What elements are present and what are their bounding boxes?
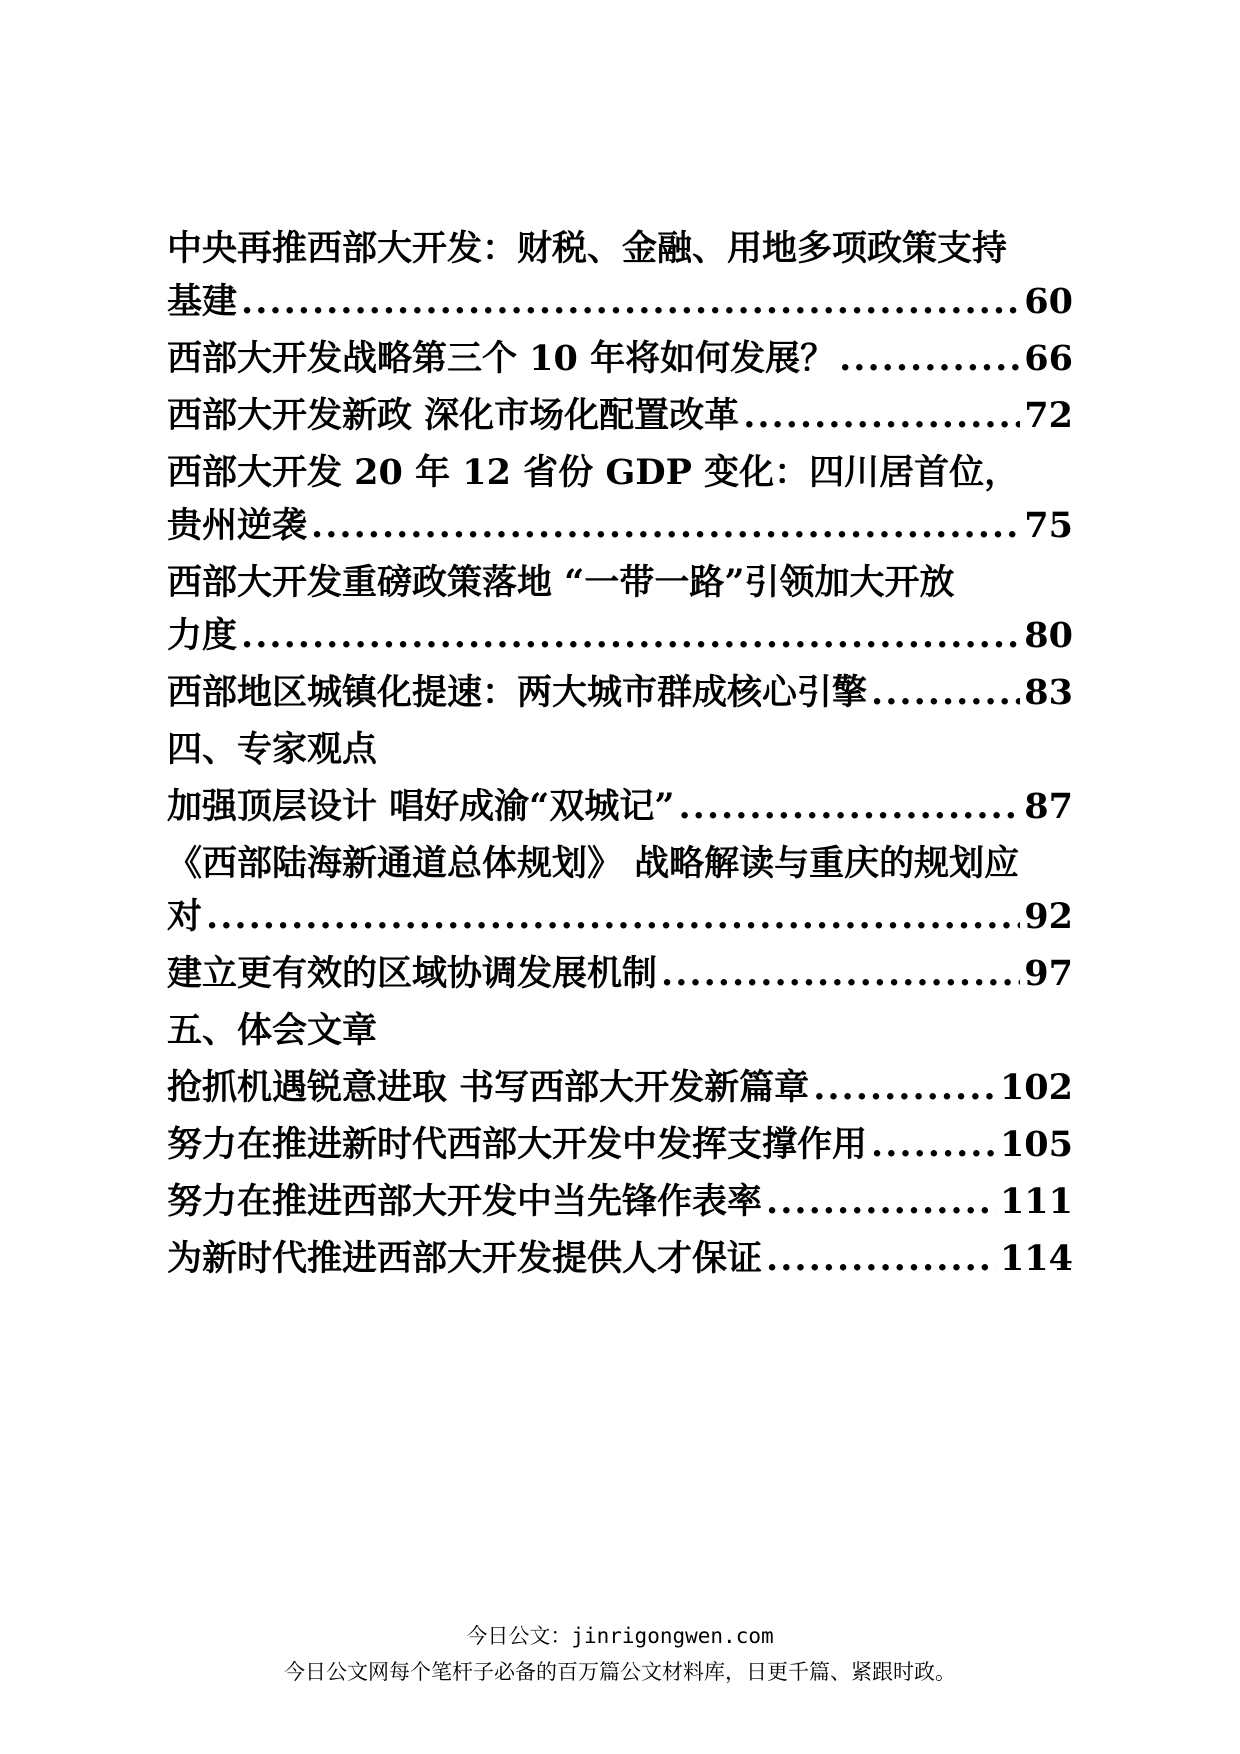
toc-entry-title: 基建: [167, 281, 238, 322]
toc-entry[interactable]: [167, 332, 1073, 385]
toc-entry[interactable]: [167, 780, 1073, 833]
toc-entry-line: [167, 222, 1073, 275]
toc-leader-dots: [241, 275, 1020, 328]
toc-entry[interactable]: [167, 556, 1073, 662]
table-of-contents: [167, 222, 1073, 1289]
toc-leader-dots: [766, 1232, 996, 1285]
toc-leader-dots: [871, 666, 1020, 719]
toc-entry-title: 西部大开发战略第三个 10 年将如何发展？: [167, 338, 836, 379]
toc-entry-title: 西部大开发重磅政策落地 “一带一路”引领加大开放: [167, 562, 955, 603]
footer-tagline: 今日公文网每个笔杆子必备的百万篇公文材料库，日更千篇、紧跟时政。: [284, 1660, 956, 1684]
toc-leader-dots: [839, 332, 1020, 385]
toc-entry[interactable]: [167, 1175, 1073, 1228]
toc-entry-title: 努力在推进新时代西部大开发中发挥支撑作用: [167, 1124, 868, 1165]
toc-leader-dots: [311, 499, 1020, 552]
toc-entry-title: 力度: [167, 615, 238, 656]
toc-section-heading: 五、体会文章: [167, 1010, 378, 1051]
toc-entry-title: 为新时代推进西部大开发提供人才保证: [167, 1238, 763, 1279]
toc-entry-line: [167, 275, 1073, 328]
toc-entry-title: 《西部陆海新通道总体规划》 战略解读与重庆的规划应: [167, 843, 1020, 884]
toc-entry-title: 西部大开发新政 深化市场化配置改革: [167, 395, 740, 436]
toc-entry[interactable]: [167, 446, 1073, 552]
toc-entry-title: 努力在推进西部大开发中当先锋作表率: [167, 1181, 763, 1222]
toc-leader-dots: [241, 609, 1020, 662]
toc-entry-line: [167, 446, 1073, 499]
toc-leader-dots: [766, 1175, 996, 1228]
toc-page-number: 102: [999, 1067, 1073, 1108]
toc-page-number: 97: [1024, 953, 1073, 994]
toc-page-number: 83: [1024, 672, 1073, 713]
toc-leader-dots: [678, 780, 1020, 833]
toc-entry-title: 西部大开发 20 年 12 省份 GDP 变化：四川居首位，: [167, 452, 1020, 493]
toc-page-number: 92: [1024, 896, 1073, 937]
toc-page-number: 60: [1024, 281, 1073, 322]
toc-section-heading: 四、专家观点: [167, 729, 378, 770]
toc-entry-title: 西部地区城镇化提速：两大城市群成核心引擎: [167, 672, 868, 713]
toc-page-number: 75: [1024, 505, 1073, 546]
toc-page-number: 72: [1024, 395, 1073, 436]
toc-entry-title: 贵州逆袭: [167, 505, 308, 546]
toc-entry-title: 建立更有效的区域协调发展机制: [167, 953, 658, 994]
toc-leader-dots: [661, 947, 1020, 1000]
toc-entry-line: [167, 556, 1073, 609]
toc-leader-dots: [743, 389, 1020, 442]
toc-entry[interactable]: [167, 1232, 1073, 1285]
toc-entry[interactable]: [167, 1061, 1073, 1114]
toc-leader-dots: [871, 1118, 996, 1171]
toc-entry-title: 抢抓机遇锐意进取 书写西部大开发新篇章: [167, 1067, 810, 1108]
toc-page-number: 66: [1024, 338, 1073, 379]
toc-entry-title: 中央再推西部大开发：财税、金融、用地多项政策支持: [167, 228, 1008, 269]
footer: [0, 1618, 1240, 1690]
toc-page-number: 111: [999, 1181, 1073, 1222]
toc-entry[interactable]: [167, 1118, 1073, 1171]
toc-entry-title: 加强顶层设计 唱好成渝“双城记”: [167, 786, 675, 827]
toc-entry-line: [167, 837, 1073, 890]
toc-entry[interactable]: [167, 389, 1073, 442]
toc-leader-dots: [813, 1061, 996, 1114]
toc-entry-line: [167, 890, 1073, 943]
toc-entry-title: 对: [167, 896, 203, 937]
footer-site-url[interactable]: jinrigongwen.com: [571, 1624, 774, 1648]
toc-page-number: 114: [999, 1238, 1073, 1279]
toc-entry-line: [167, 609, 1073, 662]
toc-page-number: 105: [999, 1124, 1073, 1165]
toc-entry-line: [167, 499, 1073, 552]
toc-page-number: 87: [1024, 786, 1073, 827]
footer-site-line: [0, 1618, 1240, 1654]
toc-entry[interactable]: [167, 222, 1073, 328]
toc-entry[interactable]: [167, 666, 1073, 719]
toc-leader-dots: [206, 890, 1020, 943]
toc-entry[interactable]: [167, 947, 1073, 1000]
toc-page-number: 80: [1024, 615, 1073, 656]
footer-site-label: 今日公文：: [466, 1624, 572, 1648]
toc-entry[interactable]: [167, 837, 1073, 943]
